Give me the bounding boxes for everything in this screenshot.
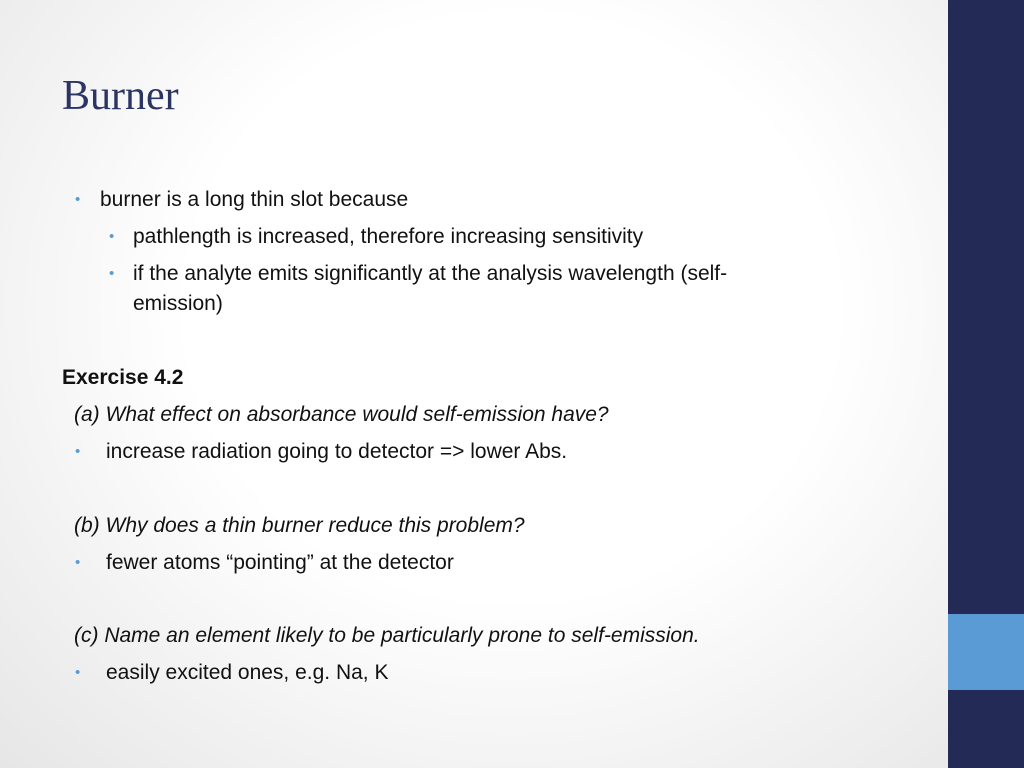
exercise-heading: Exercise 4.2	[62, 366, 184, 389]
bullet-sub-analyte: if the analyte emits significantly at the analysis wavelength (self-	[133, 262, 728, 285]
bullet-icon: •	[109, 265, 115, 282]
bullet-icon: •	[75, 554, 81, 571]
exercise-answer-a: increase radiation going to detector => lower Abs.	[106, 440, 568, 463]
sidebar-accent-block	[948, 614, 1024, 690]
bullet-icon: •	[109, 228, 115, 245]
exercise-question-b: (b) Why does a thin burner reduce this problem?	[74, 514, 525, 537]
exercise-question-c: (c) Name an element likely to be particularly prone to self-emission.	[74, 624, 700, 647]
bullet-main: burner is a long thin slot because	[100, 188, 409, 211]
exercise-question-a: (a) What effect on absorbance would self-emission have?	[74, 403, 609, 426]
slide-title: Burner	[62, 73, 179, 119]
exercise-answer-b: fewer atoms “pointing” at the detector	[106, 551, 454, 574]
bullet-icon: •	[75, 191, 81, 208]
exercise-answer-c: easily excited ones, e.g. Na, K	[106, 661, 389, 684]
bullet-sub-pathlength: pathlength is increased, therefore increasing sensitivity	[133, 225, 644, 248]
bullet-icon: •	[75, 664, 81, 681]
bullet-sub-analyte-continued: emission)	[133, 292, 223, 315]
bullet-icon: •	[75, 443, 81, 460]
